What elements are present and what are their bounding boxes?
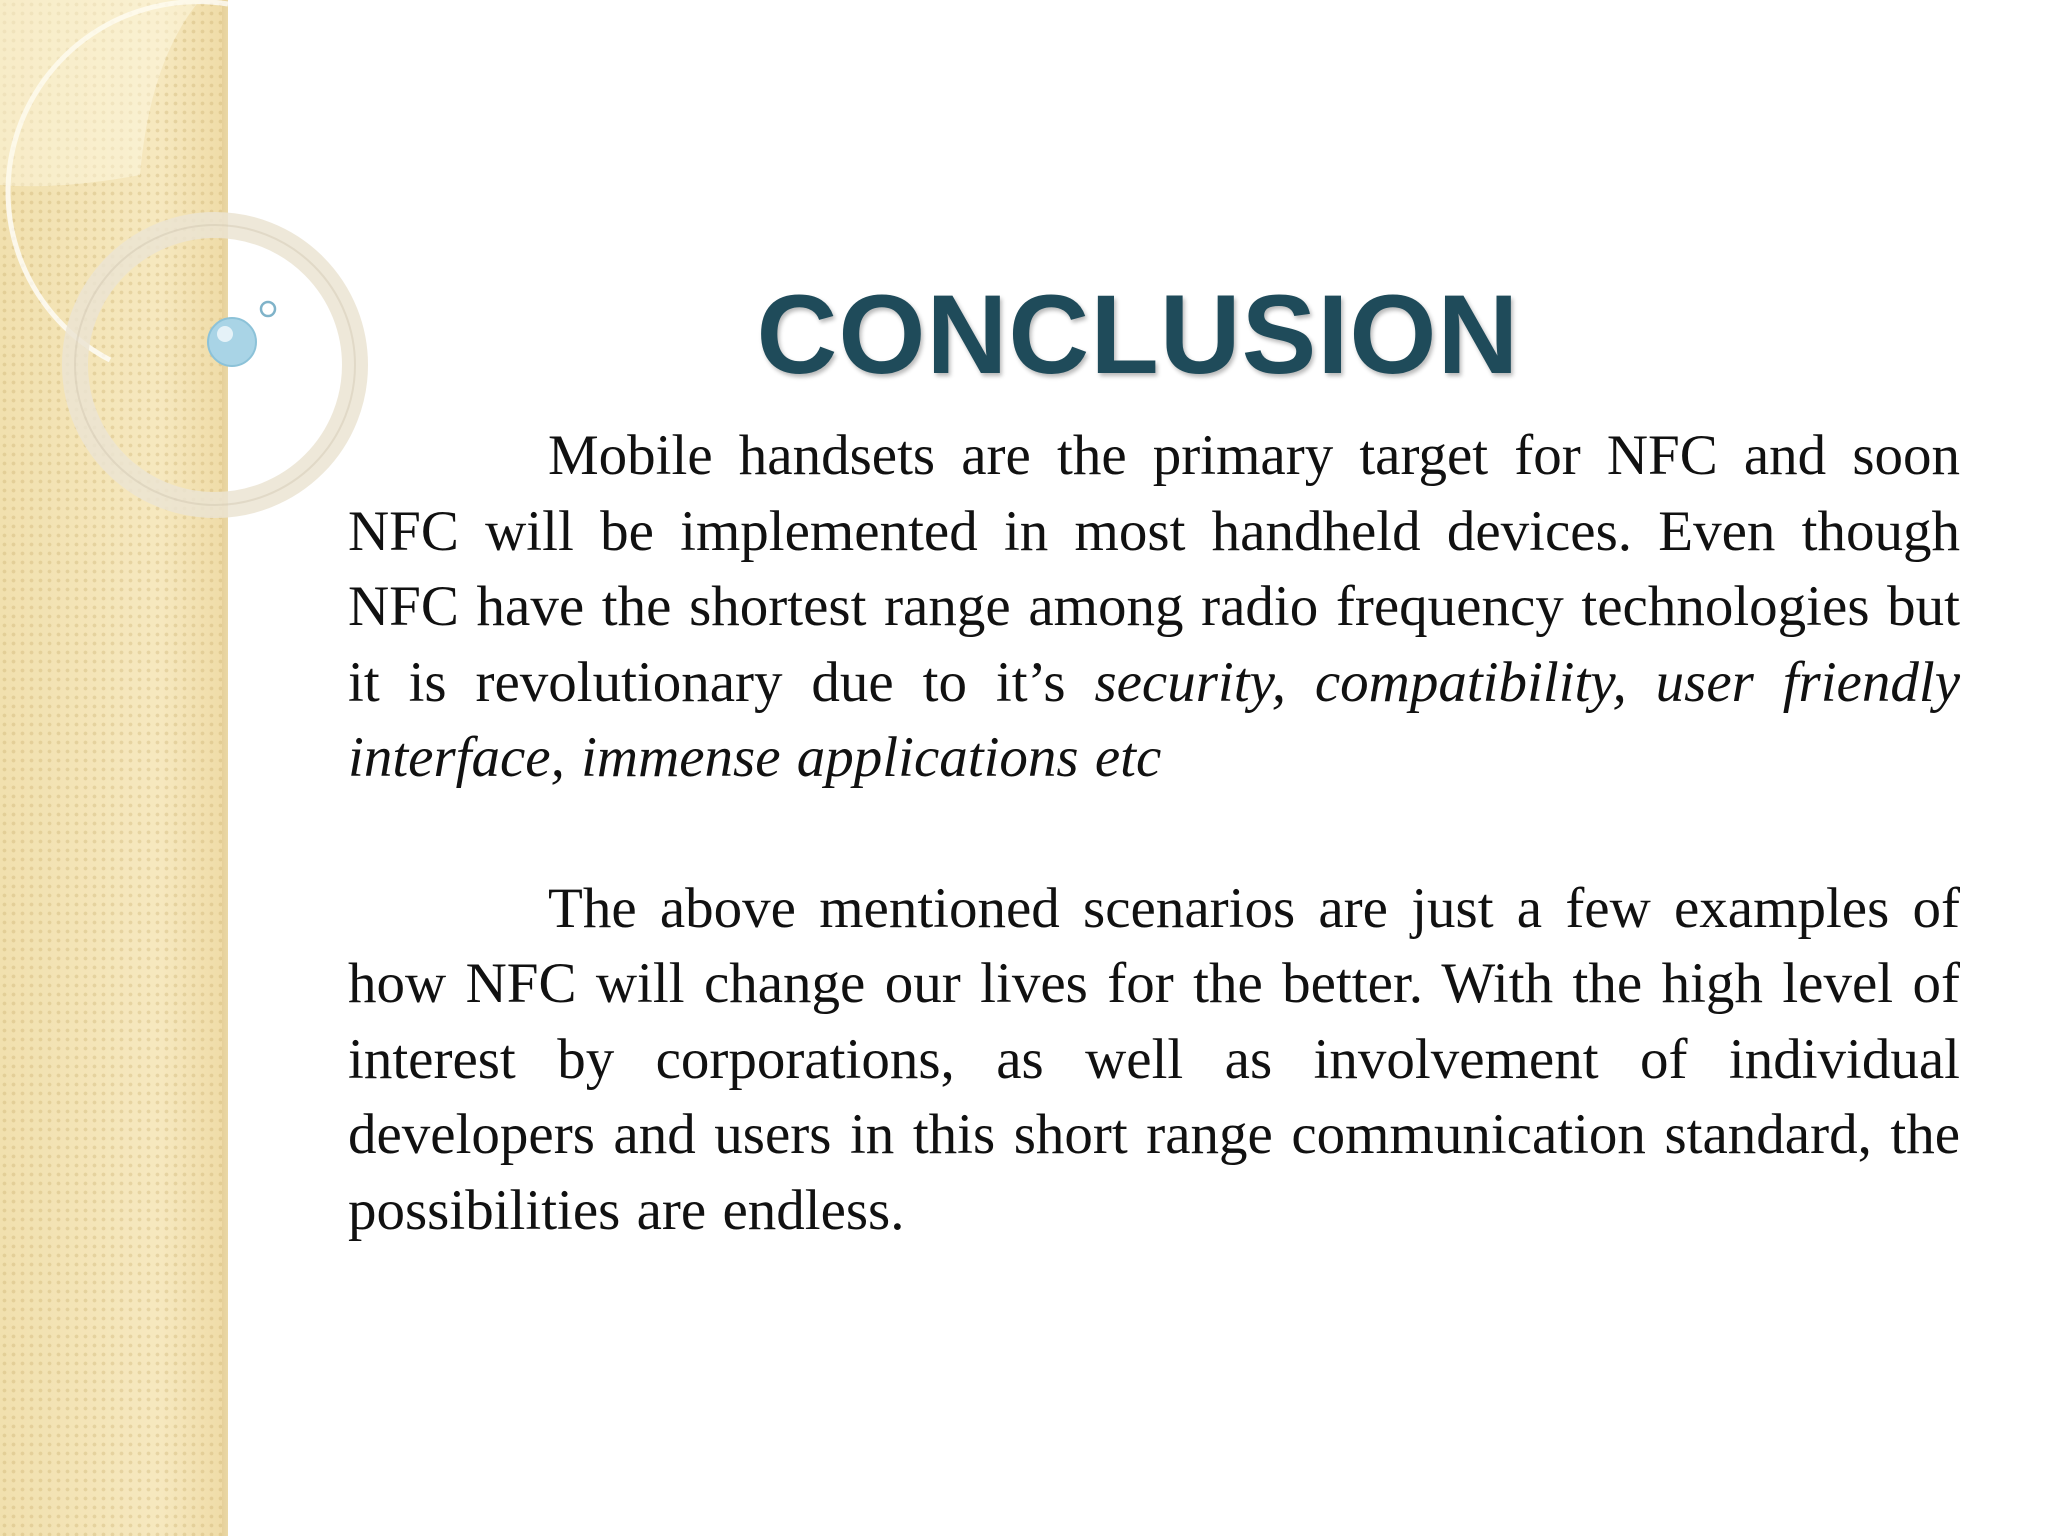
ring-ornament-icon — [0, 0, 300, 520]
paragraph-1-text: Mobile handsets are the primary target for NFC and soon NFC will be implemented in most handheld devices. Even though NFC have the shortest range among radio frequency technologies but it is revolutionary due to it’s — [348, 424, 1960, 714]
slide-body — [348, 418, 1960, 1248]
slide-title: CONCLUSION — [756, 272, 1520, 397]
paragraph-1-italic-text: security, compatibility, user friendly interface, immense applications etc — [348, 650, 1960, 789]
paragraph-1 — [348, 418, 1960, 796]
paragraph-2: The above mentioned scenarios are just a few examples of how NFC will change our lives for the better. With the high level of interest by corporations, as well as involvement of individual developers and users in this short range communication standard, the possibilities are endless. — [348, 876, 1960, 1242]
